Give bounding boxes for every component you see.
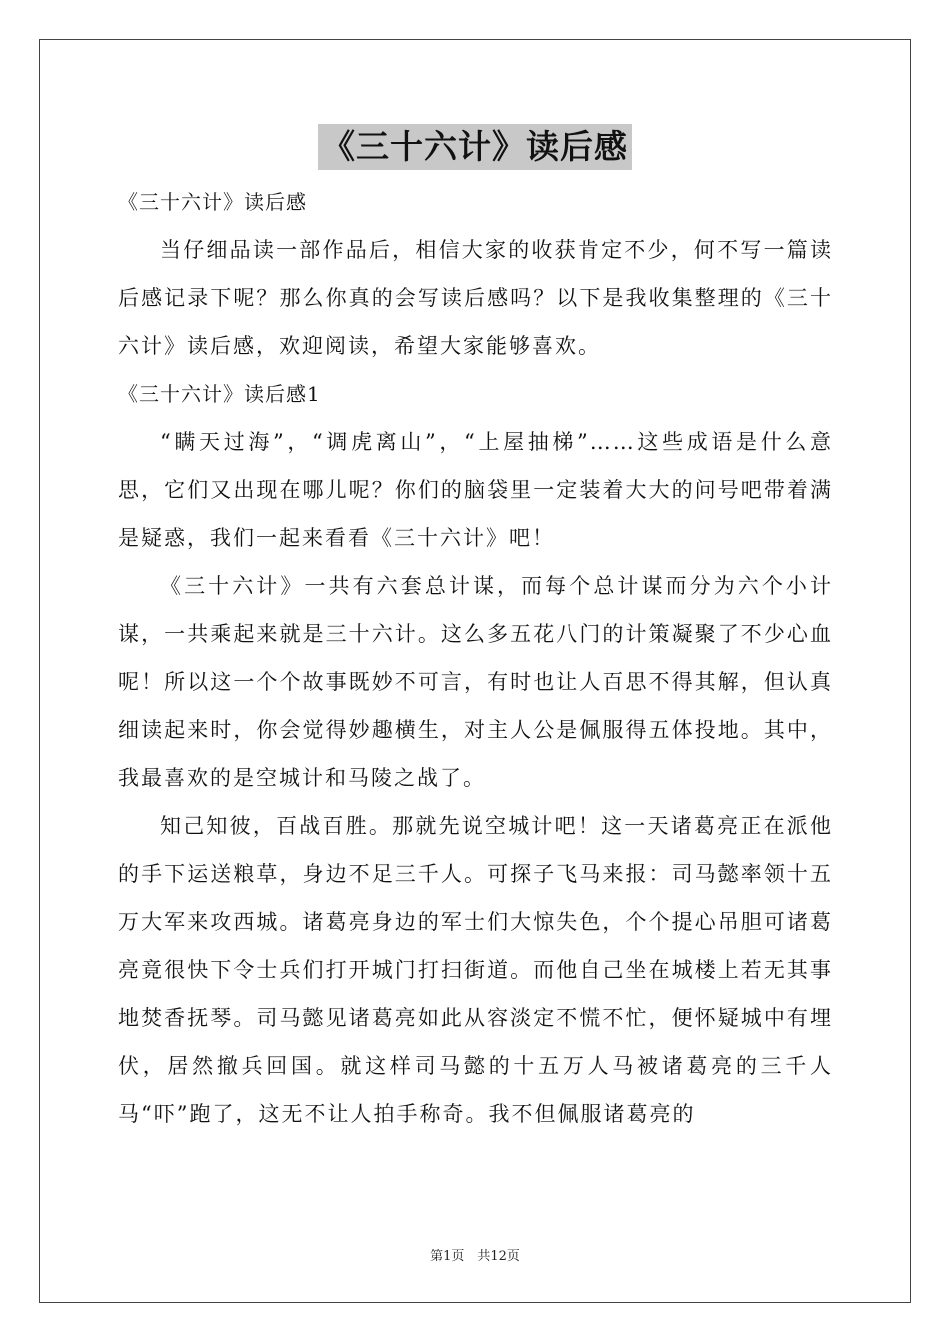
- document-subtitle: 《三十六计》读后感: [118, 190, 307, 214]
- intro-paragraph: 当仔细品读一部作品后，相信大家的收获肯定不少，何不写一篇读后感记录下呢？那么你真的会写读后感吗？以下是我收集整理的《三十六计》读后感，欢迎阅读，希望大家能够喜欢。: [118, 238, 833, 358]
- document-body: [118, 178, 833, 1138]
- title-container: [0, 124, 950, 170]
- body-paragraph: “瞒天过海”，“调虎离山”，“上屋抽梯”……这些成语是什么意思，它们又出现在哪儿呢？你们的脑袋里一定装着大大的问号吧带着满是疑惑，我们一起来看看《三十六计》吧！: [118, 430, 833, 550]
- document-title: 《三十六计》读后感: [318, 124, 632, 170]
- page-number-footer: 第1页 共12页: [430, 1249, 520, 1264]
- body-paragraph: 《三十六计》一共有六套总计谋，而每个总计谋而分为六个小计谋，一共乘起来就是三十六计。这么多五花八门的计策凝聚了不少心血呢！所以这一个个故事既妙不可言，有时也让人百思不得其解，但认真细读起来时，你会觉得妙趣横生，对主人公是佩服得五体投地。其中，我最喜欢的是空城计和马陵之战了。: [118, 574, 833, 790]
- body-paragraph: 知己知彼，百战百胜。那就先说空城计吧！这一天诸葛亮正在派他的手下运送粮草，身边不足三千人。可探子飞马来报：司马懿率领十五万大军来攻西城。诸葛亮身边的军士们大惊失色，个个提心吊胆可诸葛亮竟很快下令士兵们打开城门打扫街道。而他自己坐在城楼上若无其事地焚香抚琴。司马懿见诸葛亮如此从容淡定不慌不忙，便怀疑城中有埋伏，居然撤兵回国。就这样司马懿的十五万人马被诸葛亮的三千人马“吓”跑了，这无不让人拍手称奇。我不但佩服诸葛亮的: [118, 814, 833, 1126]
- section-title: 《三十六计》读后感1: [118, 382, 321, 406]
